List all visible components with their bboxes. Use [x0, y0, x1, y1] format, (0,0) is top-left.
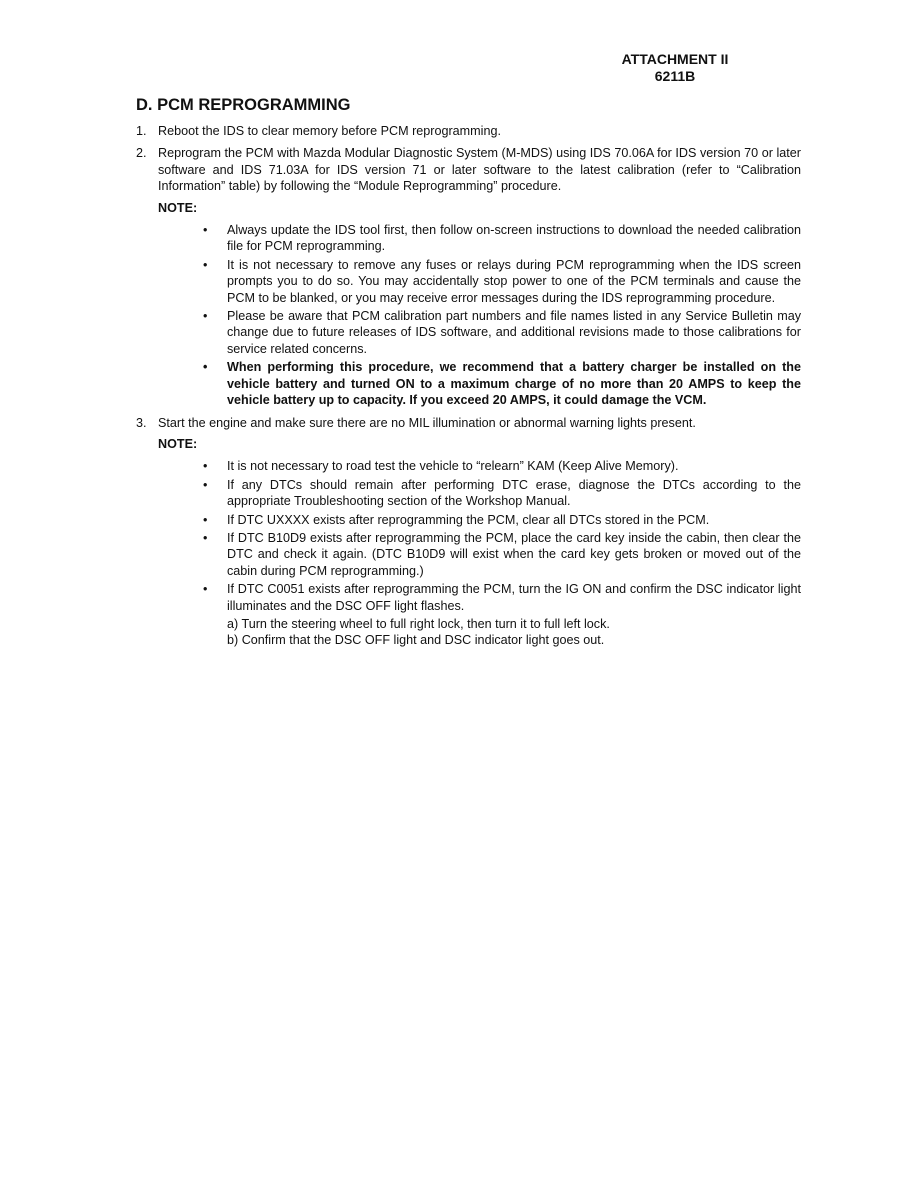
bullet-icon: •: [203, 459, 208, 474]
note-list: [158, 458, 801, 648]
list-item: [203, 222, 801, 255]
bullet-icon: •: [203, 309, 208, 324]
attachment-header: [575, 51, 775, 85]
bullet-icon: •: [203, 582, 208, 597]
bullet-icon: •: [203, 512, 208, 527]
list-item: [203, 458, 801, 474]
note-list: [158, 222, 801, 408]
list-item: [203, 477, 801, 510]
note-text: If DTC C0051 exists after reprogramming the PCM, turn the IG ON and confirm the DSC indicator light illuminates and the DSC OFF light flashes.: [227, 582, 801, 613]
bullet-icon: •: [203, 477, 208, 492]
note-text: Always update the IDS tool first, then follow on-screen instructions to download the needed calibration file for PCM reprogramming.: [227, 223, 801, 254]
list-item: [203, 308, 801, 357]
step-text: Reboot the IDS to clear memory before PCM reprogramming.: [158, 124, 501, 138]
step-text: Reprogram the PCM with Mazda Modular Diagnostic System (M-MDS) using IDS 70.06A for IDS version 70 or later software and IDS 71.03A for IDS version 71 or later software to the latest calibration (refer to “Calibration Information” table) by following the “Module Reprogramming” procedure.: [158, 146, 801, 194]
sub-step-a: a) Turn the steering wheel to full right lock, then turn it to full left lock.: [227, 616, 610, 631]
sub-step-b: b) Confirm that the DSC OFF light and DSC indicator light goes out.: [227, 633, 605, 648]
warning-text: When performing this procedure, we recommend that a battery charger be installed on the vehicle battery and turned ON to a maximum charge of no more than 20 AMPS to keep the vehicle battery up to capacity. If you exceed 20 AMPS, it could damage the VCM.: [227, 360, 801, 408]
step-number: 2.: [136, 146, 147, 161]
note-text: If any DTCs should remain after performing DTC erase, diagnose the DTCs according to the appropriate Troubleshooting section of the Workshop Manual.: [227, 477, 801, 509]
bullet-icon: •: [203, 360, 208, 375]
bullet-icon: •: [203, 223, 208, 238]
bullet-icon: •: [203, 257, 208, 272]
note-text: Please be aware that PCM calibration part numbers and file names listed in any Service Bulletin may change due to future releases of IDS software, and additional revisions made to those calibrations for service related concerns.: [227, 309, 801, 356]
step-1: [136, 123, 801, 139]
attachment-label: ATTACHMENT II: [621, 51, 729, 67]
step-3: [136, 415, 801, 649]
warning-item: [203, 359, 801, 408]
list-item: [203, 512, 801, 528]
note-label: NOTE:: [158, 200, 198, 215]
list-item: [203, 581, 801, 649]
step-number: 3.: [136, 415, 147, 430]
list-item: [203, 530, 801, 579]
list-item: [203, 257, 801, 306]
document-number: 6211B: [654, 68, 696, 84]
note-text: If DTC B10D9 exists after reprogramming the PCM, place the card key inside the cabin, then clear the DTC and check it again. (DTC B10D9 will exist when the card key gets broken or moved out of the cabin during PCM reprogramming.): [227, 530, 801, 578]
step-number: 1.: [136, 124, 147, 138]
procedure-body: [136, 123, 801, 655]
step-2: [136, 145, 801, 408]
note-text: If DTC UXXXX exists after reprogramming the PCM, clear all DTCs stored in the PCM.: [227, 512, 710, 527]
note-text: It is not necessary to road test the vehicle to “relearn” KAM (Keep Alive Memory).: [227, 459, 679, 474]
bullet-icon: •: [203, 530, 208, 545]
section-title: D. PCM REPROGRAMMING: [136, 96, 351, 114]
note-text: It is not necessary to remove any fuses or relays during PCM reprogramming when the IDS screen prompts you to do so. You may accidentally stop power to one of the PCM terminals and cause the PCM to be blanked, or you may receive error messages during the IDS reprogramming procedure.: [227, 257, 801, 305]
step-text: Start the engine and make sure there are no MIL illumination or abnormal warning lights present.: [158, 415, 696, 430]
note-label: NOTE:: [158, 436, 198, 451]
